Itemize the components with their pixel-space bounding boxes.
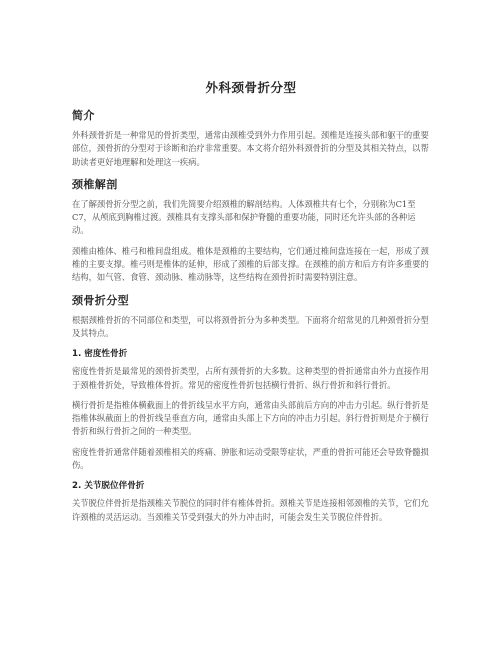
section-intro <box>72 107 430 169</box>
intro-paragraph: 外科颈骨折是一种常见的骨折类型，通常由颈椎受到外力作用引起。颈椎是连接头部和躯干的重要部位，颈骨折的分型对于诊断和治疗非常重要。本文将介绍外科颈骨折的分型及其相关特点，以帮助读者更好地理解和处理这一疾病。 <box>72 130 429 167</box>
density-fracture-paragraph-3: 密度性骨折通常伴随着颈椎相关的疼痛、肿胀和运动受限等症状，严重的骨折可能还会导致脊髓损伤。 <box>72 446 429 471</box>
subsection-heading-dislocation-fracture: 2. 关节脱位伴骨折 <box>72 481 145 492</box>
anatomy-paragraph-2: 颈椎由椎体、椎弓和椎间盘组成。椎体是颈椎的主要结构，它们通过椎间盘连接在一起，形成了颈椎的主要支撑。椎弓则是椎体的延伸，形成了颈椎的后部支撑。在颈椎的前方和后方有许多重要的结构，如气管、食管、颈动脉、椎动脉等，这些结构在颈骨折时需要特别注意。 <box>72 245 429 283</box>
density-fracture-paragraph-2: 横行骨折是指椎体横截面上的骨折线呈水平方向，通常由头部前后方向的冲击力引起。纵行骨折是指椎体纵截面上的骨折线呈垂直方向，通常由头部上下方向的冲击力引起。斜行骨折则是介于横行骨折和纵行骨折之间的一种类型。 <box>72 399 429 437</box>
document-title: 外科颈骨折分型 <box>205 80 297 95</box>
section-heading-anatomy: 颈椎解剖 <box>72 177 118 191</box>
section-heading-intro: 简介 <box>72 109 95 122</box>
density-fracture-paragraph-1: 密度性骨折是最常见的颈骨折类型，占所有颈骨折的大多数。这种类型的骨折通常由外力直接作用于颈椎骨折处，导致椎体骨折。常见的密度性骨折包括横行骨折、纵行骨折和斜行骨折。 <box>72 366 429 390</box>
anatomy-paragraph-1: 在了解颈骨折分型之前，我们先简要介绍颈椎的解剖结构。人体颈椎共有七个，分别称为C1至C7，从颅底到胸椎过渡。颈椎具有支撑头部和保护脊髓的重要功能，同时还允许头部的各种运动。 <box>72 198 416 236</box>
section-heading-classification: 颈骨折分型 <box>72 293 129 307</box>
dislocation-fracture-paragraph: 关节脱位伴骨折是指颈椎关节脱位的同时伴有椎体骨折。颈椎关节是连接相邻颈椎的关节，它们允许颈椎的灵活运动。当颈椎关节受到强大的外力冲击时，可能会发生关节脱位伴骨折。 <box>72 498 429 522</box>
subsection-density-fracture <box>72 347 430 472</box>
subsection-dislocation-fracture <box>72 479 430 524</box>
section-classification <box>72 292 430 341</box>
subsection-heading-density-fracture: 1. 密度性骨折 <box>72 349 128 360</box>
document-page <box>72 78 430 531</box>
classification-paragraph: 根据颈椎骨折的不同部位和类型，可以将颈骨折分为多种类型。下面将介绍常见的几种颈骨折分型及其特点。 <box>72 314 429 338</box>
section-anatomy <box>72 176 430 285</box>
